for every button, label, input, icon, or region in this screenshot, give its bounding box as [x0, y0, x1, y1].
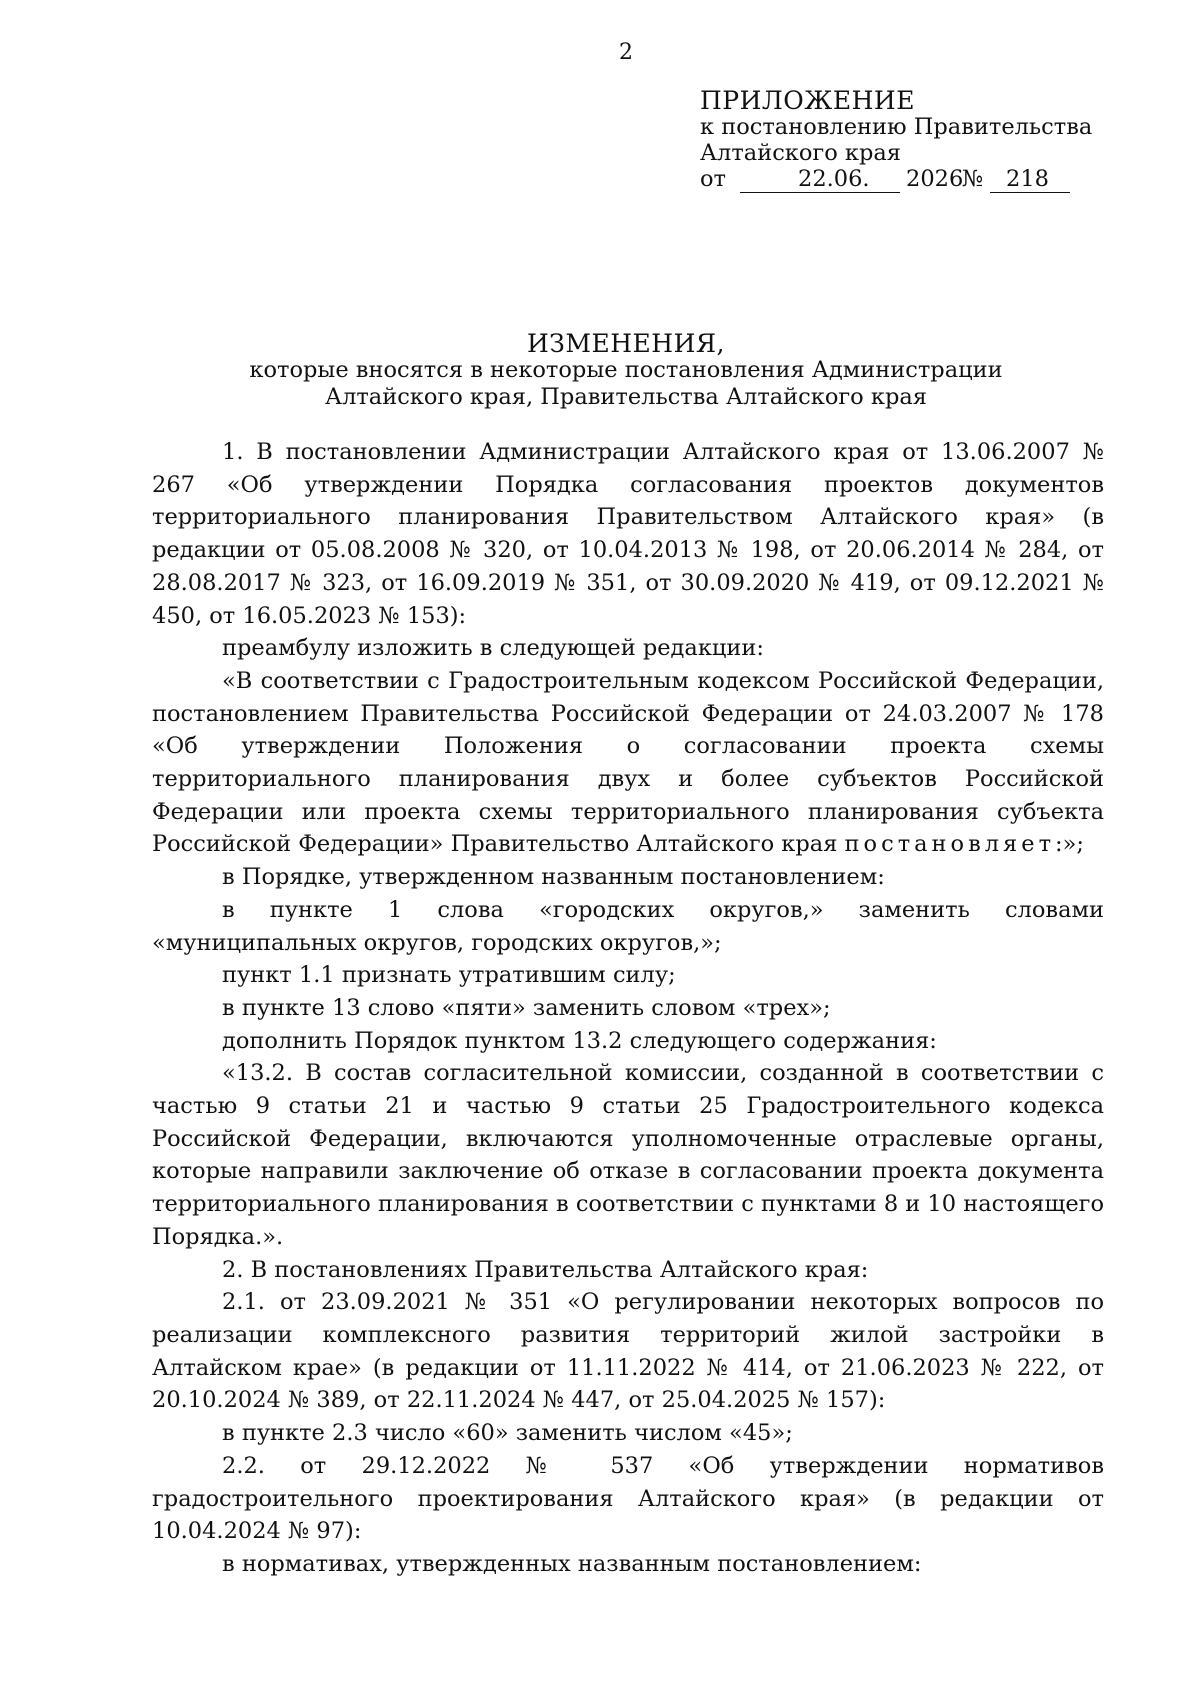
paragraph-10: 2. В постановлениях Правительства Алтайского края: [222, 1256, 869, 1283]
paragraph-14: в нормативах, утвержденных названным постановлением: [222, 1550, 922, 1577]
paragraph-1: 1. В постановлении Администрации Алтайского края от 13.06.2007 № 267 «Об утверждении Порядка согласования проектов документов территориального планирования Правительством Алтайского края» (в редакции от 05.08.2008 № 320, от 10.04.2013 № 198, от 20.06.2014 № 284, от 28.08.2017 № 323, от 16.09.2019 № 351, от 30.09.2020 № 419, от 09.12.2021 № 450, от 16.05.2023 № 153): [152, 439, 1104, 629]
paragraph-7: в пункте 13 слово «пяти» заменить словом «трех»; [222, 994, 831, 1021]
number-sign: № [962, 166, 984, 192]
paragraph-3 [152, 665, 1104, 861]
page-number: 2 [619, 40, 633, 65]
document-subtitle-line-2: Алтайского края, Правительства Алтайского края [325, 384, 927, 410]
spaced-word: постановляет [844, 831, 1056, 858]
appendix-line-2: Алтайского края [700, 140, 901, 166]
number-underline [990, 192, 1070, 193]
document-title: ИЗМЕНЕНИЯ, [526, 329, 726, 358]
resolution-date: 22.06. [798, 166, 870, 192]
appendix-title: ПРИЛОЖЕНИЕ [700, 86, 915, 115]
paragraph-5: в пункте 1 слова «городских округов,» заменить словами «муниципальных округов, городских округов,»; [152, 896, 1104, 956]
paragraph-2: преамбулу изложить в следующей редакции: [222, 635, 764, 662]
paragraph-13: 2.2. от 29.12.2022 № 537 «Об утверждении нормативов градостроительного проектирования Алтайского края» (в редакции от 10.04.2024 № 97): [152, 1452, 1104, 1545]
appendix-block [700, 88, 1130, 196]
from-label: от [700, 166, 726, 192]
resolution-year: 2026 [906, 166, 964, 192]
date-underline [740, 192, 900, 193]
paragraph-9: «13.2. В состав согласительной комиссии, созданной в соответствии с частью 9 статьи 21 и частью 9 статьи 25 Градостроительного кодекса Российской Федерации, включаются уполномоченные отраслевые органы, которые направили заключение об отказе в согласовании проекта документа территориального планирования в соответствии с пунктами 8 и 10 настоящего Порядка.». [152, 1060, 1104, 1250]
paragraph-4: в Порядке, утвержденном названным постановлением: [222, 864, 885, 891]
paragraph-3-tail: :»; [1055, 831, 1084, 858]
paragraph-8: дополнить Порядок пунктом 13.2 следующего содержания: [222, 1027, 937, 1054]
document-header [0, 330, 1200, 411]
paragraph-3-text: «В соответствии с Градостроительным кодексом Российской Федерации, постановлением Правительства Российской Федерации от 24.03.2007 № 178 «Об утверждении Положения о согласовании проекта схемы территориального планирования двух и более субъектов Российской Федерации или проекта схемы территориального планирования субъекта Российской Федерации» Правительство Алтайского края [152, 667, 1104, 858]
paragraph-12: в пункте 2.3 число «60» заменить числом «45»; [222, 1420, 793, 1447]
resolution-number: 218 [1006, 166, 1049, 192]
document-body [152, 436, 1104, 1581]
paragraph-11: 2.1. от 23.09.2021 № 351 «О регулировании некоторых вопросов по реализации комплексного развития территорий жилой застройки в Алтайском крае» (в редакции от 11.11.2022 № 414, от 21.06.2023 № 222, от 20.10.2024 № 389, от 22.11.2024 № 447, от 25.04.2025 № 157): [152, 1289, 1104, 1414]
appendix-date-line [700, 166, 1130, 196]
paragraph-6: пункт 1.1 признать утратившим силу; [222, 962, 676, 989]
appendix-line-1: к постановлению Правительства [700, 114, 1093, 140]
document-subtitle-line-1: которые вносятся в некоторые постановления Администрации [249, 357, 1003, 383]
